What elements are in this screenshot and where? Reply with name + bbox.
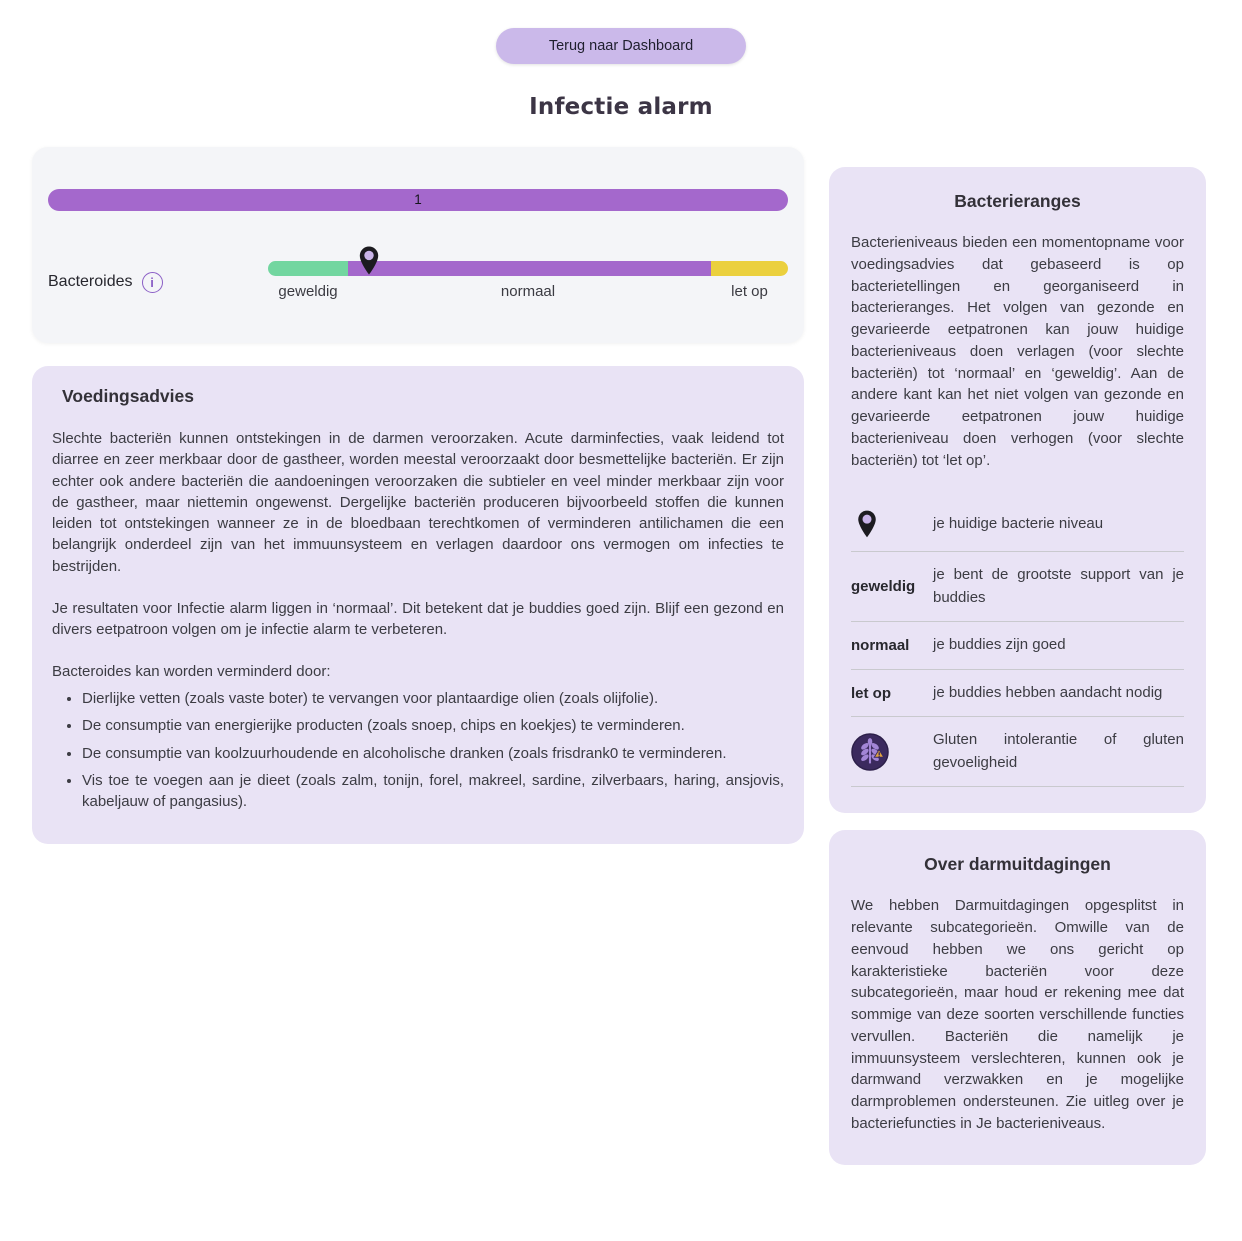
legend-description: je huidige bacterie niveau [933,515,1104,532]
legend-description: Gluten intolerantie of gluten gevoeligheid [933,731,1184,771]
range-label-letop: let op [731,283,768,300]
legend-row-geweldig [851,551,1184,621]
about-card-body: We hebben Darmuitdagingen opgesplitst in relevante subcategorieën. Omwille van de eenvoud hebben we ons gericht op karakteristieke bacteriën voor deze subcategorieën, maar houd er rekening mee dat sommige van deze soorten verschillende functies vervullen. Bacteriën die namelijk je immuunsysteem verslechteren, kunnen ook je darmwand verzwakken en je mogelijke darmproblemen ondersteunen. Zie uitleg over je bacteriefuncties in Je bacterieniveaus. [851,897,1184,1132]
advice-card-title: Voedingsadvies [62,386,194,406]
advice-card [32,366,804,844]
range-labels [268,283,788,303]
legend-row-gluten [851,716,1184,787]
range-segment-normaal [348,261,711,276]
page [0,28,1242,1165]
bacteria-range [268,261,788,303]
location-pin-icon [358,245,379,276]
legend-key [851,509,933,539]
left-column [32,147,804,844]
legend-row-current-level [851,497,1184,551]
about-card-title: Over darmuitdagingen [924,854,1111,875]
range-segment-letop [711,261,788,276]
score-card [32,147,804,343]
ranges-card [829,167,1206,813]
ranges-legend [851,497,1184,787]
bacteria-name: Bacteroides [48,273,133,290]
bacteria-range-bar [268,261,788,276]
range-label-normaal: normaal [500,283,556,300]
range-segment-geweldig [268,261,348,276]
about-card [829,830,1206,1164]
legend-term: normaal [851,637,910,654]
advice-bullet-list [52,688,784,812]
ranges-card-title: Bacterieranges [954,191,1081,211]
range-label-geweldig: geweldig [278,283,338,300]
legend-term: geweldig [851,578,916,596]
advice-bullet: • Vis toe te voegen aan je dieet (zoals zalm, tonijn, forel, makreel, sardine, zilverbaars, haring, ansjovis, kabeljauw of pangasius). [82,770,784,813]
score-bar-value: 1 [414,192,422,207]
advice-bullet: • De consumptie van energierijke producten (zoals snoep, chips en koekjes) te verminderen. [82,715,784,736]
bacteria-label [48,272,268,293]
advice-bullet: • De consumptie van koolzuurhoudende en alcoholische dranken (zoals frisdrank0 te verminderen. [82,743,784,764]
legend-description: je buddies zijn goed [933,636,1066,654]
ranges-card-body: Bacterieniveaus bieden een momentopname voor voedingsadvies dat gebaseerd is op bacterietellingen en georganiseerd in bacterieranges. Het volgen van gezonde en gevarieerde eetpatronen kan jouw huidige bacterieniveaus doen verlagen (voor slechte bacteriën) tot ‘normaal’ en ‘geweldig’. Aan de andere kant kan het niet volgen van gezonde en gevarieerde eetpatronen jouw huidige bacterieniveau doen verhogen (voor slechte bacteriën) tot ‘let op’. [851,234,1184,469]
legend-term: let op [851,684,891,702]
location-pin-icon [857,509,877,539]
bacteria-row [48,261,788,303]
info-icon[interactable]: i [142,272,163,293]
legend-row-normaal [851,621,1184,669]
legend-description: je bent de grootste support van je buddies [933,566,1184,606]
legend-key [851,733,933,771]
advice-list-intro: Bacteroides kan worden verminderd door: [52,662,331,680]
back-to-dashboard-button[interactable]: Terug naar Dashboard [496,28,746,64]
content-columns [0,147,1242,1165]
right-column [829,167,1206,1165]
score-bar [48,189,788,211]
advice-bullet: • Dierlijke vetten (zoals vaste boter) te vervangen voor plantaardige olien (zoals olijfolie). [82,688,784,709]
legend-description: je buddies hebben aandacht nodig [933,683,1163,701]
advice-paragraph-1: Slechte bacteriën kunnen ontstekingen in de darmen veroorzaken. Acute darminfecties, vaak leidend tot diarree en zeer merkbaar door de gastheer, worden meestal veroorzaakt door besmettelijke bacteriën. Er zijn echter ook andere bacteriën die aandoeningen veroorzaken die subtieler en veel minder merkbaar zijn voor de gastheer, maar niettemin ongewenst. Dergelijke bacteriën produceren bijvoorbeeld stoffen die kunnen leiden tot ontstekingen wanneer ze in de bloedbaan terechtkomen of verminderen antilichamen die een belangrijk onderdeel zijn van het immuunsysteem en verlagen daardoor ons vermogen om infecties te bestrijden. [52,430,784,575]
gluten-warning-icon [851,733,889,771]
advice-paragraph-2: Je resultaten voor Infectie alarm liggen in ‘normaal’. Dit betekent dat je buddies goed zijn. Blijf een gezond en divers eetpatroon volgen om je infectie alarm te verbeteren. [52,600,784,639]
page-title: Infectie alarm [529,94,713,120]
legend-row-letop [851,669,1184,717]
